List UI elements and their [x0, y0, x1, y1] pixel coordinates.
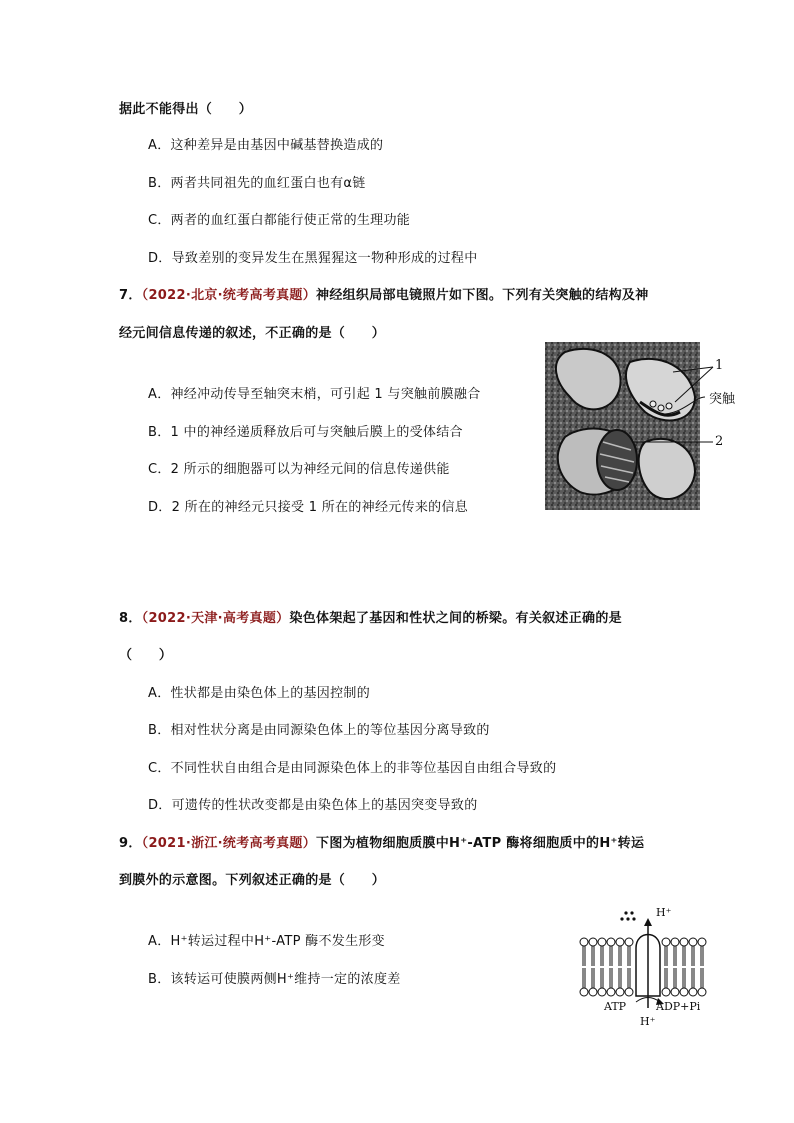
q8-stem-line1: [119, 610, 622, 628]
q7-option-a: A．神经冲动传导至轴突末梢，可引起 1 与突触前膜融合: [148, 387, 481, 402]
q8-option-c: C．不同性状自由组合是由同源染色体上的非等位基因自由组合导致的: [148, 761, 557, 776]
q7-figure-label-synapse: 突触: [709, 392, 736, 407]
q9-membrane-diagram: [578, 908, 708, 1033]
q9-option-a: A．H⁺转运过程中H⁺-ATP 酶不发生形变: [148, 934, 385, 949]
q7-micrograph-figure: [545, 342, 745, 510]
q7-source: （2022·北京·统考高考真题）: [141, 288, 317, 303]
q9-label-h-bottom: H⁺: [640, 1015, 656, 1028]
q8-option-a: A．性状都是由染色体上的基因控制的: [148, 686, 370, 701]
q6-option-c: C．两者的血红蛋白都能行使正常的生理功能: [148, 213, 411, 228]
q7-option-b: B．1 中的神经递质释放后可与突触后膜上的受体结合: [148, 425, 463, 440]
q8-option-d: D．可遗传的性状改变都是由染色体上的基因突变导致的: [148, 798, 478, 813]
q9-stem-line2: 到膜外的示意图。下列叙述正确的是（ ）: [119, 873, 386, 888]
q7-option-d: D．2 所在的神经元只接受 1 所在的神经元传来的信息: [148, 500, 469, 515]
q7-number: 7．: [119, 288, 142, 303]
q8-stem1: 染色体架起了基因和性状之间的桥梁。有关叙述正确的是: [289, 611, 622, 626]
q9-label-adp: ADP+Pi: [656, 1000, 701, 1013]
q7-figure-label-1: 1: [715, 358, 724, 373]
q7-stem-line1: [119, 287, 649, 305]
q7-figure-label-2: 2: [715, 434, 724, 449]
q6-option-a: A．这种差异是由基因中碱基替换造成的: [148, 138, 384, 153]
q9-option-b: B．该转运可使膜两侧H⁺维持一定的浓度差: [148, 972, 401, 987]
q7-option-c: C．2 所示的细胞器可以为神经元间的信息传递供能: [148, 462, 450, 477]
q9-source: （2021·浙江·统考高考真题）: [141, 836, 317, 851]
q7-stem1: 神经组织局部电镜照片如下图。下列有关突触的结构及神: [316, 288, 649, 303]
q9-label-h-top: H⁺: [656, 906, 672, 919]
q8-option-b: B．相对性状分离是由同源染色体上的等位基因分离导致的: [148, 723, 490, 738]
q8-number: 8．: [119, 611, 142, 626]
q8-stem-line2: （ ）: [119, 648, 173, 663]
q9-stem-line1: [119, 835, 644, 853]
q6-option-b: B．两者共同祖先的血红蛋白也有α链: [148, 176, 366, 191]
q6-stem-tail: 据此不能得出（ ）: [119, 102, 253, 117]
q8-source: （2022·天津·高考真题）: [141, 611, 290, 626]
q6-option-d: D．导致差别的变异发生在黑猩猩这一物种形成的过程中: [148, 251, 478, 266]
q7-stem-line2: 经元间信息传递的叙述，不正确的是（ ）: [119, 326, 386, 341]
q9-label-atp: ATP: [604, 1000, 627, 1013]
q9-number: 9．: [119, 836, 142, 851]
q9-stem1: 下图为植物细胞质膜中H⁺-ATP 酶将细胞质中的H⁺转运: [316, 836, 645, 851]
